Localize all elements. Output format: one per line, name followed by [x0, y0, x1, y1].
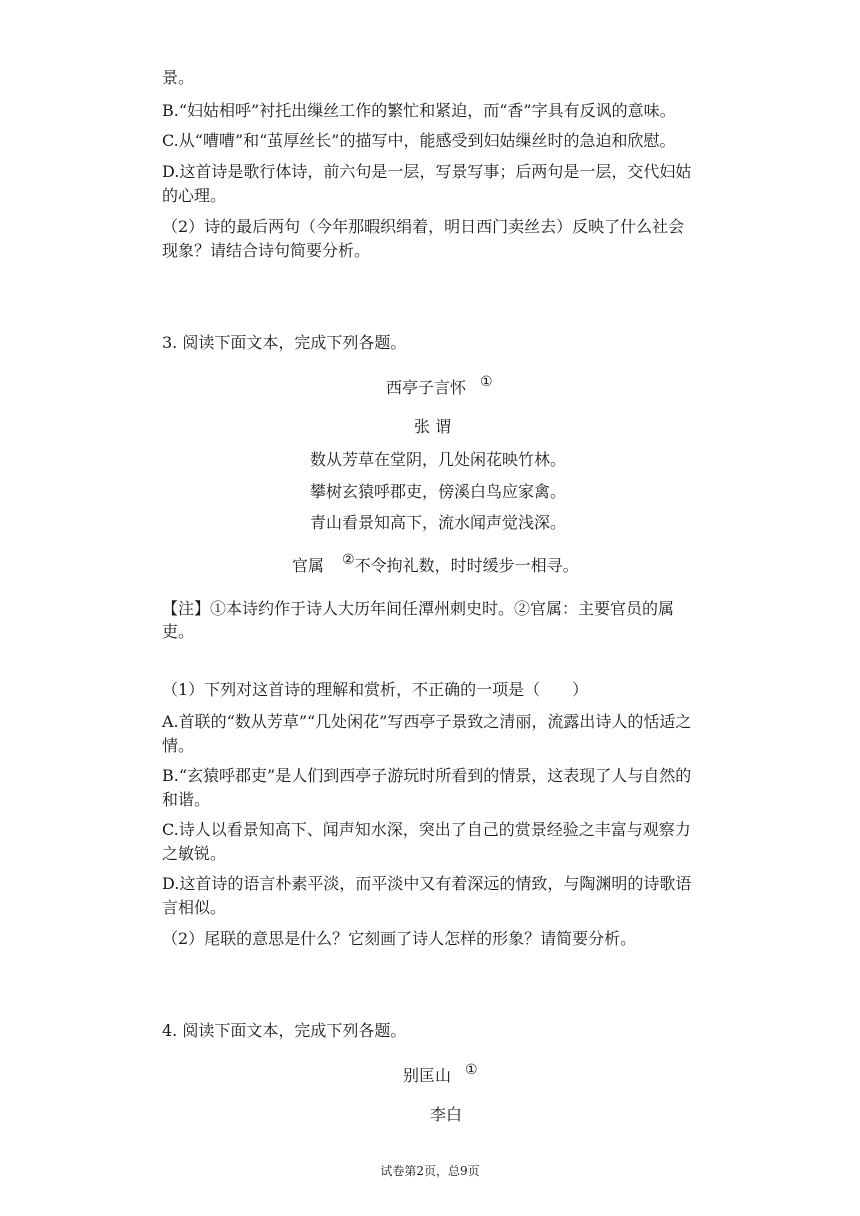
- q3-option-a-line1: A.首联的“数从芳草”“几处闲花”写西亭子景致之清丽，流露出诗人的恬适之: [162, 712, 692, 731]
- q3-option-c-line1: C.诗人以看景知高下、闻声知水深，突出了自己的赏景经验之丰富与观察力: [162, 820, 691, 839]
- q3-poem-line4-end: 不令拘礼数，时时缓步一相寻。: [354, 556, 579, 575]
- q3-sub2-question: （2）尾联的意思是什么？它刻画了诗人怎样的形象？请简要分析。: [162, 929, 637, 948]
- q3-note-line2: 吏。: [162, 622, 195, 641]
- q3-option-d-line2: 言相似。: [162, 898, 227, 917]
- q2-option-c: C.从“嘈嘈”和“茧厚丝长”的描写中，能感受到妇姑缫丝时的急迫和欣慰。: [162, 131, 676, 150]
- q2-option-b: B.“妇姑相呼”衬托出缫丝工作的繁忙和紧迫，而“香”字具有反讽的意味。: [162, 101, 676, 120]
- q3-poem-line3: 青山看景知高下，流水闻声觉浅深。: [310, 513, 567, 532]
- q3-option-a-line2: 情。: [162, 736, 195, 755]
- q2-continuation-text: 景。: [162, 68, 195, 87]
- q3-option-d-line1: D.这首诗的语言朴素平淡，而平淡中又有着深远的情致，与陶渊明的诗歌语: [162, 874, 692, 893]
- q3-poem-line2: 攀树玄猿呼郡吏，傍溪白鸟应家禽。: [310, 482, 567, 501]
- q2-option-d-line1: D.这首诗是歌行体诗，前六句是一层，写景写事；后两句是一层，交代妇姑: [162, 162, 692, 181]
- q4-poem-title-text: 别匡山: [403, 1066, 452, 1085]
- page-footer: 试卷第2页，总9页: [380, 1164, 480, 1178]
- q3-poem-line4: [292, 553, 579, 580]
- q3-poem-line1: 数从芳草在堂阴，几处闲花映竹林。: [310, 450, 567, 469]
- q2-sub2-line1: （2）诗的最后两句（今年那暇织绢着，明日西门卖丝去）反映了什么社会: [162, 217, 685, 236]
- q3-option-c-line2: 之敏锐。: [162, 844, 227, 863]
- q3-note-line1: 【注】①本诗约作于诗人大历年间任潭州刺史时。②官属：主要官员的属: [162, 599, 675, 618]
- q2-sub2-line2: 现象？请结合诗句简要分析。: [162, 241, 371, 260]
- q2-option-d-line2: 的心理。: [162, 186, 227, 205]
- q3-heading: 3. 阅读下面文本，完成下列各题。: [162, 333, 407, 352]
- q3-poem-title: [386, 375, 493, 402]
- q4-heading: 4. 阅读下面文本，完成下列各题。: [162, 1021, 407, 1040]
- q3-option-b-line2: 和谐。: [162, 790, 211, 809]
- q3-option-b-line1: B.“玄猿呼郡吏”是人们到西亭子游玩时所看到的情景，这表现了人与自然的: [162, 766, 692, 785]
- q4-poem-author: 李白: [430, 1105, 463, 1124]
- q3-poem-line4-start: 官属: [292, 556, 325, 575]
- q3-poem-author: 张 谓: [414, 417, 452, 436]
- q4-poem-title: [403, 1063, 478, 1090]
- q4-title-footnote-marker: ①: [465, 1062, 478, 1078]
- q3-title-footnote-marker: ①: [480, 374, 493, 390]
- q3-sub1-question: （1）下列对这首诗的理解和赏析，不正确的一项是（ ）: [162, 680, 589, 699]
- q3-line4-footnote-marker: ②: [342, 552, 355, 568]
- q3-poem-title-text: 西亭子言怀: [386, 378, 467, 397]
